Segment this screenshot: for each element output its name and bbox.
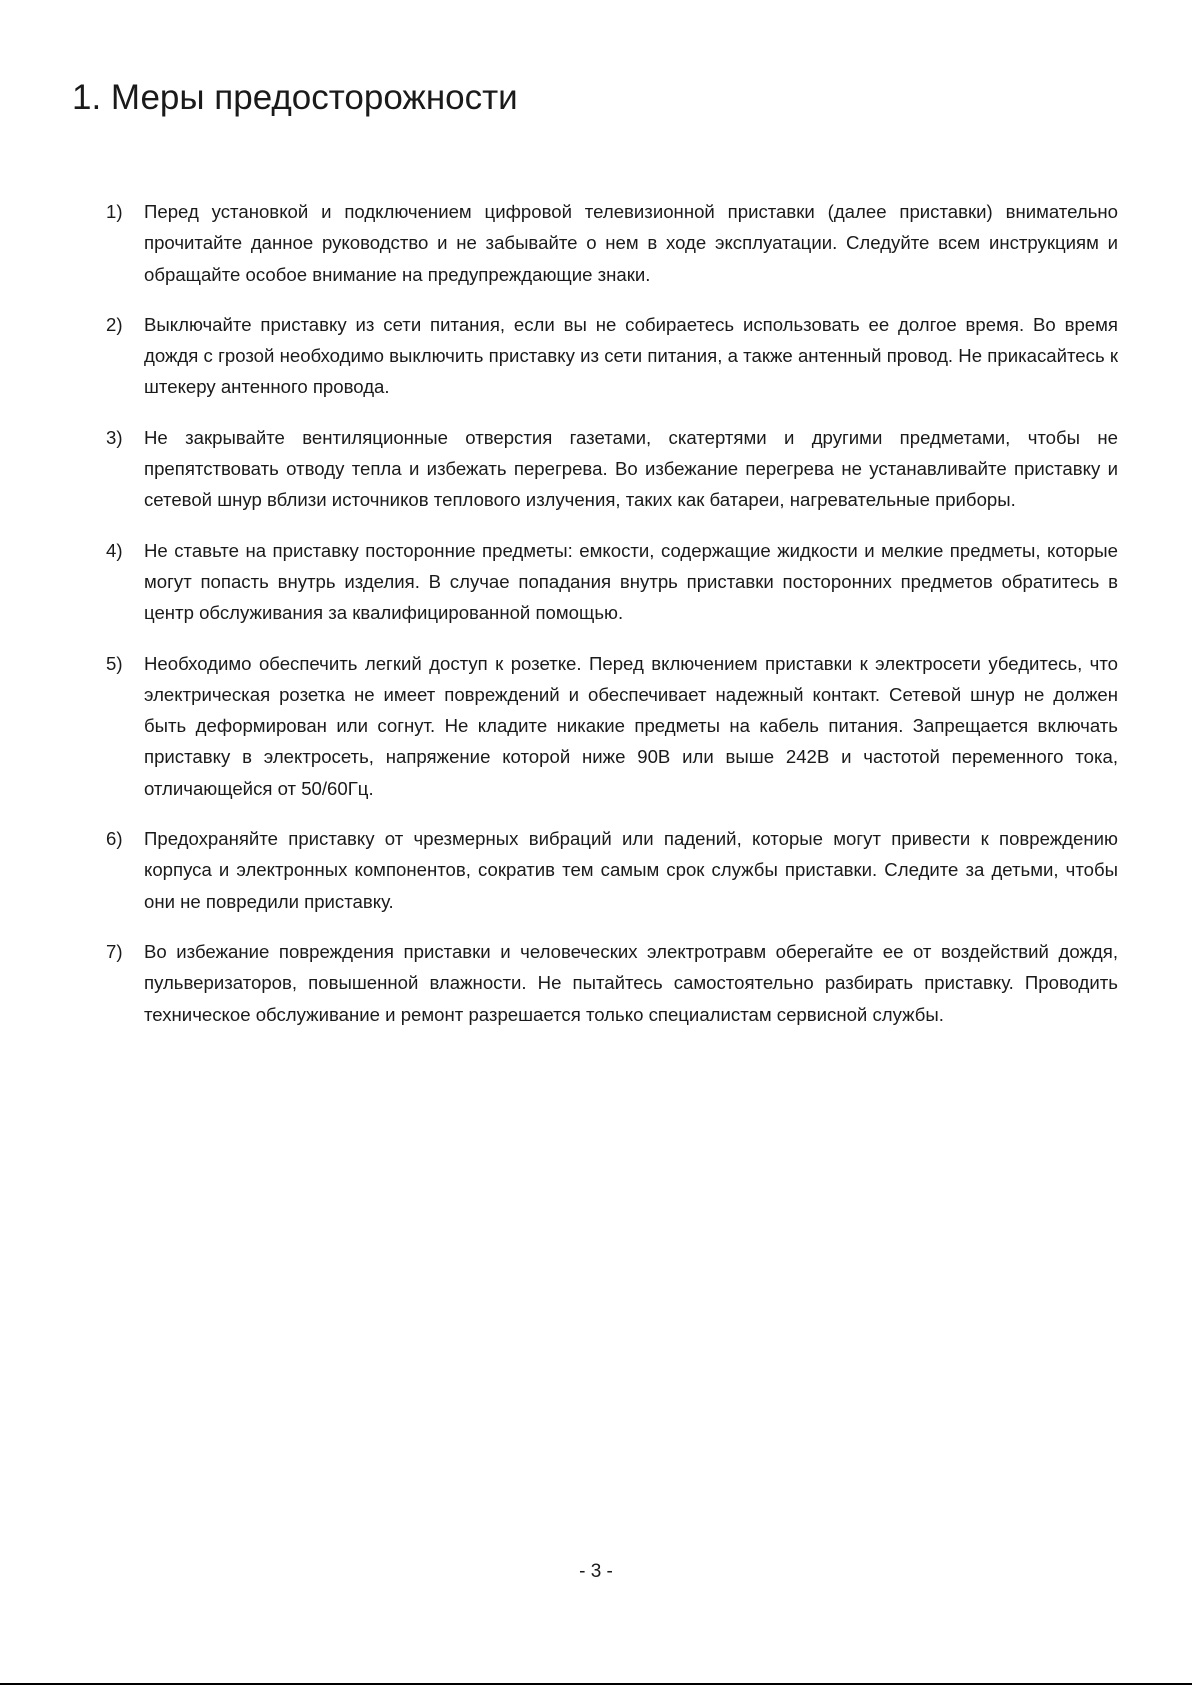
list-item-text: Перед установкой и подключением цифровой телевизионной приставки (далее приставки) внимательно прочитайте данное руководство и не забывайте о нем в ходе эксплуатации. Следуйте всем инструкциям и обращайте особое внимание на предупреждающие знаки. <box>144 201 1118 285</box>
list-item-text: Не закрывайте вентиляционные отверстия газетами, скатертями и другими предметами, чтобы не препятствовать отводу тепла и избежать перегрева. Во избежание перегрева не устанавливайте приставку и сетевой шнур вблизи источников теплового излучения, таких как батареи, нагревательные приборы. <box>144 426 1118 511</box>
list-item-number: 5) <box>106 652 123 674</box>
list-item-text: Необходимо обеспечить легкий доступ к розетке. Перед включением приставки к электросети убедитесь, что электрическая розетка не имеет повреждений и обеспечивает надежный контакт. Сетевой шнур не должен быть деформирован или согнут. Не кладите никакие предметы на кабель питания. Запрещается включать приставку в электросеть, напряжение которой ниже 90В или выше 242В и частотой переменного тока, отличающейся от 50/60Гц. <box>144 652 1118 799</box>
list-item <box>106 823 1118 917</box>
list-item-number: 6) <box>106 828 123 850</box>
list-item-text: Во избежание повреждения приставки и человеческих электротравм оберегайте ее от воздействий дождя, пульверизаторов, повышенной влажности. Не пытайтесь самостоятельно разбирать приставку. Проводить техническое обслуживание и ремонт разрешается только специалистам сервисной службы. <box>144 940 1118 1025</box>
list-item-text: Не ставьте на приставку посторонние предметы: емкости, содержащие жидкости и мелкие предметы, которые могут попасть внутрь изделия. В случае попадания внутрь приставки посторонних предметов обратитесь в центр обслуживания за квалифицированной помощью. <box>144 539 1118 624</box>
list-item <box>106 535 1118 629</box>
list-item-number: 3) <box>106 426 123 448</box>
list-item <box>106 196 1118 290</box>
list-item <box>106 648 1118 804</box>
list-item <box>106 422 1118 516</box>
page-number: - 3 - <box>579 1561 613 1582</box>
precautions-list <box>106 196 1118 1049</box>
list-item-number: 1) <box>106 201 123 222</box>
list-item-number: 7) <box>106 940 123 962</box>
list-item-text: Выключайте приставку из сети питания, если вы не собираетесь использовать ее долгое время. Во время дождя с грозой необходимо выключить приставку из сети питания, а также антенный провод. Не прикасайтесь к штекеру антенного провода. <box>144 313 1118 398</box>
list-item-number: 4) <box>106 539 123 561</box>
list-item <box>106 936 1118 1030</box>
section-title: 1. Меры предосторожности <box>72 78 518 117</box>
list-item <box>106 309 1118 403</box>
list-item-number: 2) <box>106 313 123 335</box>
list-item-text: Предохраняйте приставку от чрезмерных вибраций или падений, которые могут привести к повреждению корпуса и электронных компонентов, сократив тем самым срок службы приставки. Следите за детьми, чтобы они не повредили приставку. <box>144 828 1118 912</box>
